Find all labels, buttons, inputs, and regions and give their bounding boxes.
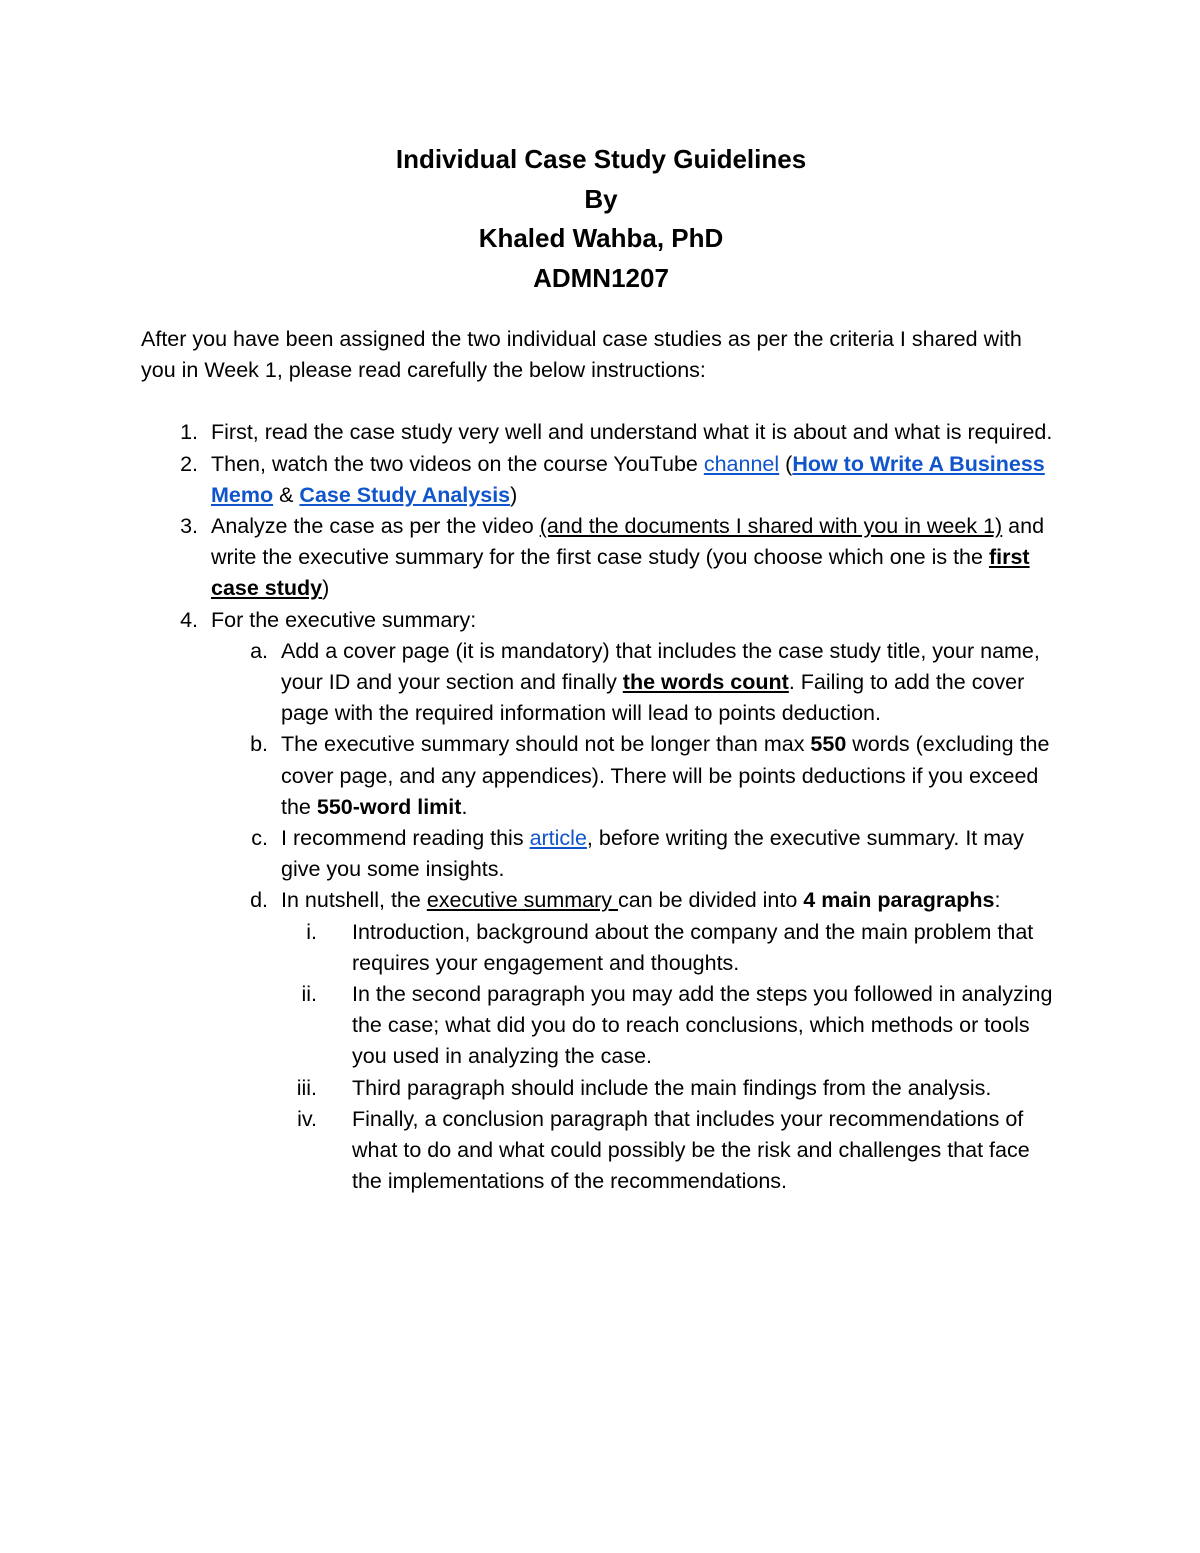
title-line-1: Individual Case Study Guidelines (395, 144, 807, 174)
text-segment: The executive summary should not be longer than max (281, 732, 811, 757)
title-line-2: By (584, 183, 618, 214)
sub-sub-item-text: Finally, a conclusion paragraph that includes your recommendations of what to do and what could possibly be the risk and challenges that face the implementations of the recommendations. (352, 1106, 1030, 1194)
sub-list-letter: b. (250, 732, 268, 757)
article-link[interactable]: article (529, 826, 587, 851)
text-segment: can be divided into (618, 888, 804, 913)
text-segment: In nutshell, the (281, 888, 427, 913)
roman-numeral: iii. (296, 1075, 317, 1100)
business-memo-video-link[interactable]: How to Write A Business Memo (211, 451, 1045, 507)
sub-list-letter: a. (250, 638, 268, 663)
text-segment: , before writing the executive summary. It may give you some insights. (281, 826, 1024, 882)
text-segment: . (461, 794, 468, 819)
sub-sub-item-iii (281, 1073, 1061, 1104)
bold-underlined-text: the words count (622, 670, 789, 695)
roman-numeral: i. (306, 919, 317, 944)
document-title (141, 140, 1061, 298)
sub-sub-item-iv (281, 1104, 1061, 1198)
bold-text: 4 main paragraphs (803, 888, 995, 913)
text-segment: ) (510, 482, 518, 507)
sub-list-letter: c. (251, 826, 268, 851)
list-item-1 (141, 417, 1061, 448)
title-author: Khaled Wahba, PhD (478, 223, 724, 253)
sub-sub-item-text: In the second paragraph you may add the steps you followed in analyzing the case; what did you do to reach conclusions, which methods or tools you used in analyzing the case. (352, 982, 1053, 1069)
text-segment: & (273, 482, 300, 507)
list-item-2 (141, 449, 1061, 511)
list-number: 3. (180, 514, 198, 539)
sub-list-letter: d. (250, 888, 268, 913)
sub-item-d (211, 885, 1061, 1197)
sub-list (211, 636, 1061, 1198)
roman-numeral: ii. (301, 982, 317, 1007)
text-segment: : (994, 888, 1001, 913)
text-segment: words (excluding the cover page, and any appendices). There will be points deductions if you exceed the (281, 732, 1050, 819)
text-segment: Analyze the case as per the video (211, 514, 540, 539)
text-segment: and write the executive summary for the first case study (you choose which one is the (211, 514, 1045, 570)
instructions-list (141, 417, 1061, 1197)
sub-sub-item-i (281, 917, 1061, 979)
case-study-analysis-video-link[interactable]: Case Study Analysis (299, 482, 511, 507)
title-course-code: ADMN1207 (533, 262, 669, 293)
list-number: 4. (180, 607, 198, 632)
channel-link[interactable]: channel (703, 451, 780, 476)
sub-sub-item-ii (281, 979, 1061, 1073)
bold-text: 550-word limit (316, 794, 462, 819)
text-segment: Add a cover page (it is mandatory) that includes the case study title, your name, your ID and your section and finally (281, 638, 1040, 695)
underlined-text: executive summary (426, 888, 618, 913)
list-number: 1. (180, 420, 198, 445)
bold-text: 550 (810, 732, 847, 757)
list-item-3 (141, 511, 1061, 605)
text-segment: Then, watch the two videos on the course YouTube (211, 451, 704, 476)
underlined-text: (and the documents I shared with you in week 1) (539, 514, 1003, 539)
text-segment: ) (322, 576, 330, 601)
text-segment: ( (779, 451, 793, 476)
sub-sub-item-text: Third paragraph should include the main findings from the analysis. (352, 1075, 992, 1100)
sub-sub-item-text: Introduction, background about the company and the main problem that requires your engagement and thoughts. (352, 919, 1034, 975)
sub-item-a (211, 636, 1061, 730)
text-segment: I recommend reading this (281, 826, 530, 851)
sub-item-c (211, 823, 1061, 885)
text-segment: . Failing to add the cover page with the required information will lead to points deduction. (281, 670, 1025, 726)
list-item-text: For the executive summary: (211, 607, 477, 632)
list-item-text: First, read the case study very well and understand what it is about and what is required. (211, 420, 1053, 445)
bold-underlined-text: first case study (211, 545, 1030, 601)
sub-sub-list (281, 917, 1061, 1198)
sub-item-b (211, 729, 1061, 823)
list-item-4 (141, 605, 1061, 1198)
roman-numeral: iv. (297, 1106, 317, 1131)
intro-paragraph: After you have been assigned the two individual case studies as per the criteria I shared with you in Week 1, please read carefully the below instructions: (141, 327, 1022, 383)
list-number: 2. (180, 451, 198, 476)
document-page (141, 140, 1061, 1197)
